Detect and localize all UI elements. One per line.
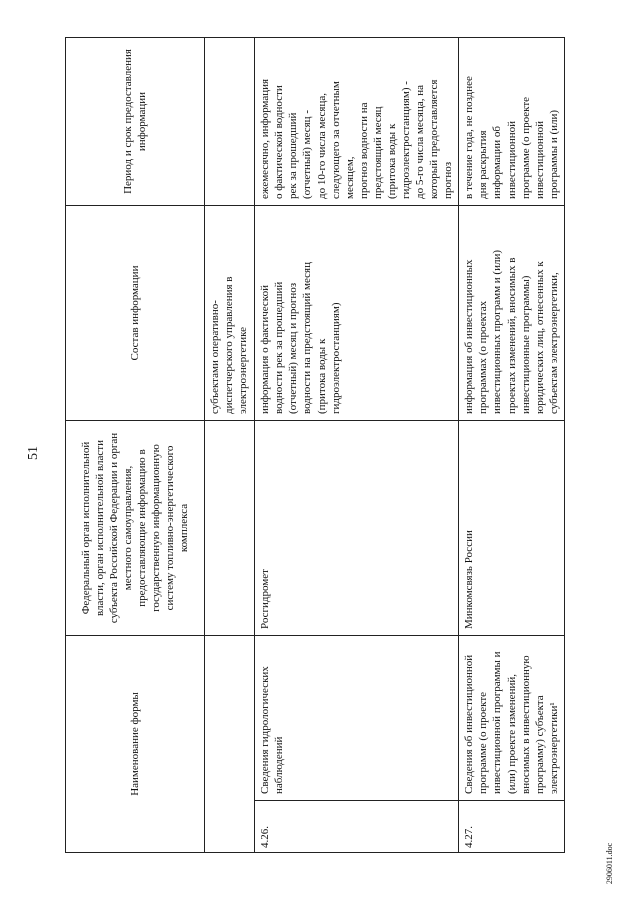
table-row xyxy=(255,38,459,853)
row-composition: информация о фактической водности рек за прошедший (отчетный) месяц и прогноз водности на предстоящий месяц (притока воды к гидроэлектростанциям) xyxy=(255,206,459,421)
row-composition: информация об инвестиционных программах (о проектах инвестиционных программ и (или) проектах изменений, вносимых в инвестиционные программы) юридических лиц, отнесенных к субъектам электроэнергетики, xyxy=(459,206,565,421)
row-form-name: Сведения об инвестиционной программе (о проекте инвестиционной программы и (или) проекте изменений, вносимых в инвестиционную программу) субъекта электроэнергетики¹ xyxy=(459,636,565,801)
row-authority: Минкомсвязь России xyxy=(459,421,565,636)
header-form-name: Наименование формы xyxy=(66,636,205,853)
row-number: 4.26. xyxy=(255,801,459,853)
table-header-row xyxy=(66,38,205,853)
continuation-authority-cell xyxy=(205,421,255,636)
continuation-row xyxy=(205,38,255,853)
row-authority: Росгидромет xyxy=(255,421,459,636)
row-form-name: Сведения гидрологических наблюдений xyxy=(255,636,459,801)
row-number: 4.27. xyxy=(459,801,565,853)
header-authority: Федеральный орган исполнительной власти, орган исполнительной власти субъекта Российской Федерации и орган местного самоуправления, предоставляющие информацию в государственную информационную систему топливно-энергетического комплекса xyxy=(66,421,205,636)
continuation-composition-cell: субъектами оперативно- диспетчерского управления в электроэнергетике xyxy=(205,206,255,421)
document-table xyxy=(65,37,565,853)
header-composition: Состав информации xyxy=(66,206,205,421)
row-period: ежемесячно, информация о фактической водности рек за прошедший (отчетный) месяц - до 10-го числа месяца, следующего за отчетным месяцем, прогноз водности на предстоящий месяц (притока воды к гидроэлектростанциям) - до 5-го числа месяца, на который предоставляется прогноз xyxy=(255,38,459,206)
document-table-rotated xyxy=(65,38,560,853)
page-number: 51 xyxy=(26,446,41,460)
continuation-form-cell xyxy=(205,636,255,853)
header-period: Период и срок предоставления информации xyxy=(66,38,205,206)
continuation-period-cell xyxy=(205,38,255,206)
row-period: в течение года, не позднее дня раскрытия информации об инвестиционной программе (о проекте инвестиционной программы и (или) xyxy=(459,38,565,206)
footer-file-name: 2906011.doc xyxy=(605,842,615,884)
table-row xyxy=(459,38,565,853)
